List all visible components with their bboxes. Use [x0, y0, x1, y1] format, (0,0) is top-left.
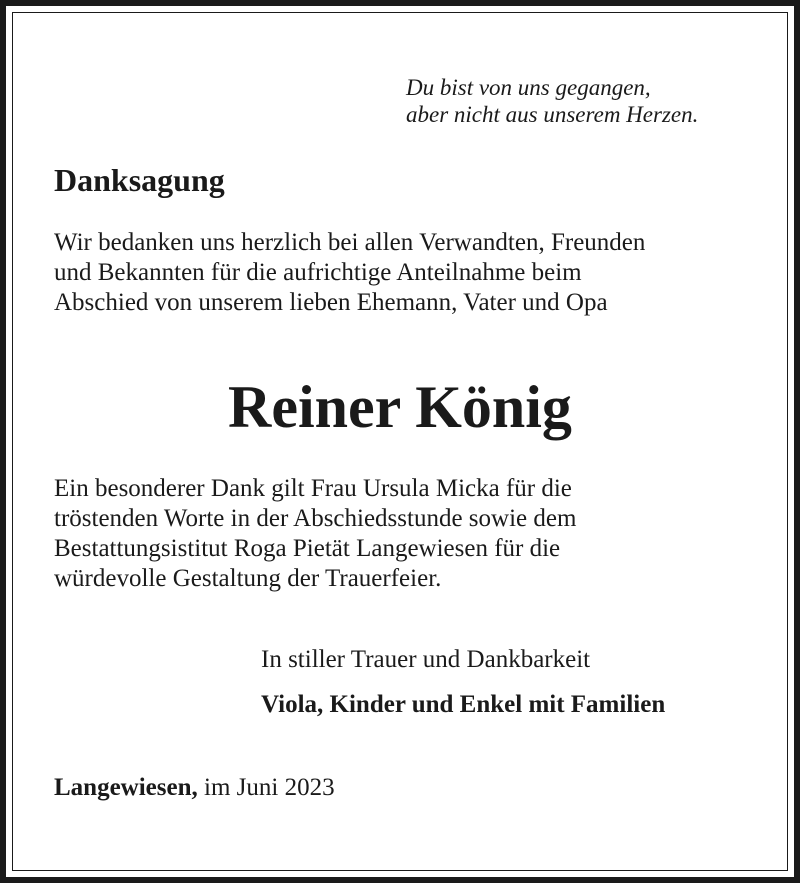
- special-thanks-paragraph: [54, 474, 576, 594]
- intro-line-1: Wir bedanken uns herzlich bei allen Verwandten, Freunden: [54, 229, 646, 256]
- thanks-line-4: würdevolle Gestaltung der Trauerfeier.: [54, 565, 442, 592]
- thanks-line-1: Ein besonderer Dank gilt Frau Ursula Micka für die: [54, 475, 572, 502]
- intro-line-3: Abschied von unserem lieben Ehemann, Vater und Opa: [54, 289, 608, 316]
- place-date-line: [54, 772, 335, 804]
- place: Langewiesen,: [54, 774, 198, 801]
- deceased-name: Reiner König: [228, 374, 572, 440]
- thanks-line-2: tröstenden Worte in der Abschiedsstunde sowie dem: [54, 505, 577, 532]
- date: im Juni 2023: [197, 774, 335, 801]
- quote-line-2: aber nicht aus unserem Herzen.: [406, 102, 699, 127]
- quote-line-1: Du bist von uns gegangen,: [406, 75, 651, 100]
- intro-paragraph: [54, 228, 645, 318]
- closing-line: In stiller Trauer und Dankbarkeit: [261, 646, 591, 673]
- intro-line-2: und Bekannten für die aufrichtige Anteilnahme beim: [54, 259, 582, 286]
- heading-danksagung: Danksagung: [54, 162, 225, 198]
- signature-line: Viola, Kinder und Enkel mit Familien: [261, 691, 666, 718]
- thanks-line-3: Bestattungsistitut Roga Pietät Langewiesen für die: [54, 535, 561, 562]
- memorial-quote: [406, 74, 698, 128]
